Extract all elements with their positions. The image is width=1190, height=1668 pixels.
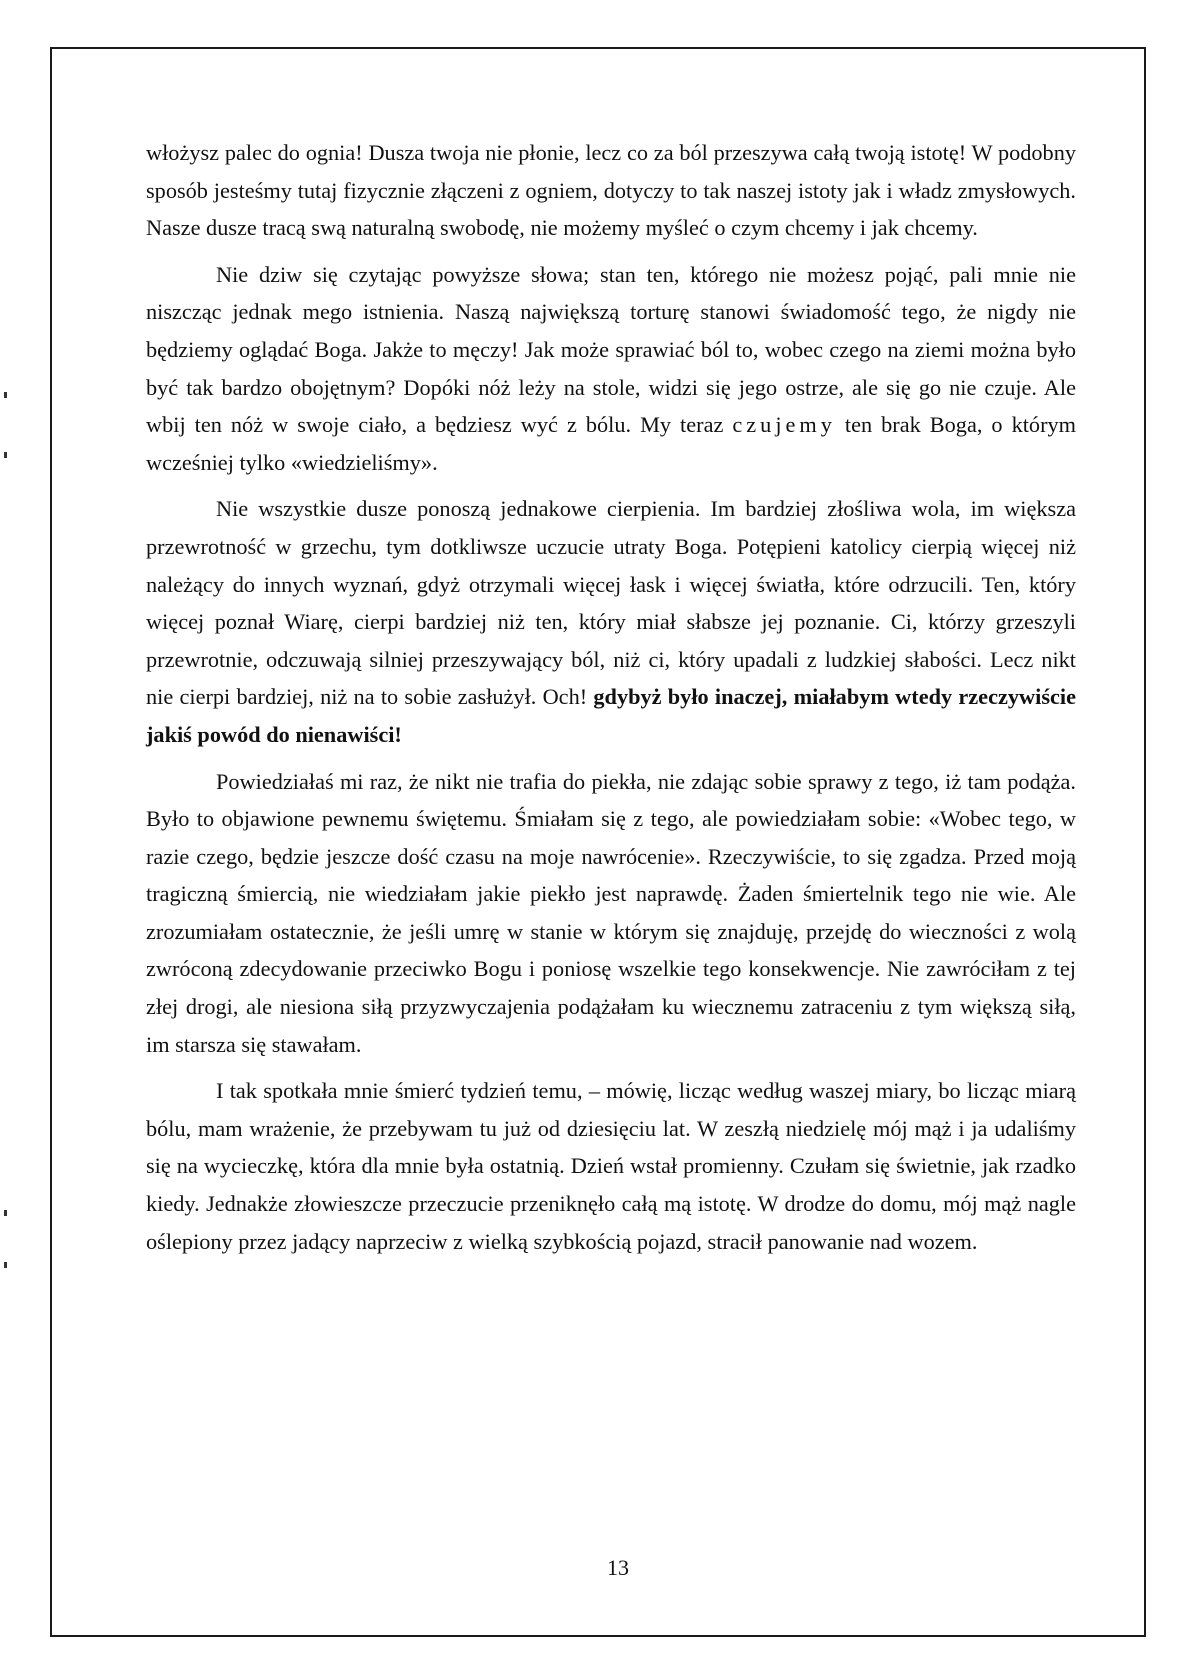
bold-text: gdybyż było inaczej, miałabym wtedy rzeczywiście jakiś powód do nienawiści! — [146, 684, 1076, 747]
paragraph — [146, 490, 1076, 753]
text-run: I tak spotkała mnie śmierć tydzień temu, – mówię, licząc według waszej miary, bo licząc miarą bólu, mam wrażenie, że przebywam tu już od dziesięciu lat. W zeszłą niedzielę mój mąż i ja udaliśmy się na wycieczkę, która dla mnie była ostatnią. Dzień wstał promienny. Czułam się świetnie, jak rzadko kiedy. Jednakże złowieszcze przeczucie przeniknęło całą mą istotę. W drodze do domu, mój mąż nagle oślepiony przez jadący naprzeciw z wielką szybkością pojazd, stracił panowanie nad wozem. — [146, 1078, 1076, 1254]
page-number: 13 — [607, 1555, 629, 1580]
paragraph — [146, 134, 1076, 247]
text-run: włożysz palec do ognia! Dusza twoja nie płonie, lecz co za ból przeszywa całą twoją istotę! W podobny sposób jesteśmy tutaj fizycznie złączeni z ogniem, dotyczy to tak naszej istoty jak i władz zmysłowych. Nasze dusze tracą swą naturalną swobodę, nie możemy myśleć o czym chcemy i jak chcemy. — [146, 140, 1076, 241]
paragraph — [146, 256, 1076, 482]
text-run: Nie dziw się czytając powyższe słowa; stan ten, którego nie możesz pojąć, pali mnie nie niszcząc jednak mego istnienia. Naszą największą torturę stanowi świadomość tego, że nigdy nie będziemy oglądać Boga. Jakże to męczy! Jak może sprawiać ból to, wobec czego na ziemi można było być tak bardzo obojętnym? Dopóki nóż leży na stole, widzi się jego ostrze, ale się go nie czuje. Ale wbij ten nóż w swoje ciało, a będziesz wyć z bólu. My teraz — [146, 261, 1076, 438]
text-run: Nie wszystkie dusze ponoszą jednakowe cierpienia. Im bardziej złośliwa wola, im większa przewrotność w grzechu, tym dotkliwsze uczucie utraty Boga. Potępieni katolicy cierpią więcej niż należący do innych wyznań, gdyż otrzymali więcej łask i więcej światła, które odrzucili. Ten, który więcej poznał Wiarę, cierpi bardziej niż ten, który miał słabsze jej poznanie. Ci, którzy grzeszyli przewrotnie, odczuwają silniej przeszywający ból, niż ci, który upadali z ludzkiej słabości. Lecz nikt nie cierpi bardziej, niż na to sobie zasłużył. Och! — [146, 496, 1076, 710]
text-run: ten brak Boga, o którym wcześniej tylko «wiedzieliśmy». — [146, 412, 1076, 475]
text-run: Powiedziałaś mi raz, że nikt nie trafia do piekła, nie zdając sobie sprawy z tego, iż tam podąża. Było to objawione pewnemu świętemu. Śmiałam się z tego, ale powiedziałam sobie: «Wobec tego, w razie czego, będzie jeszcze dość czasu na moje nawrócenie». Rzeczywiście, to się zgadza. Przed moją tragiczną śmiercią, nie wiedziałam jakie piekło jest naprawdę. Żaden śmiertelnik tego nie wie. Ale zrozumiałam ostatecznie, że jeśli umrę w stanie w którym się znajduję, przejdę do wieczności z wolą zwróconą zdecydowanie przeciwko Bogu i poniosę wszelkie tego konsekwencje. Nie zawróciłam z tej złej drogi, ale niesiona siłą przyzwyczajenia podążałam ku wiecznemu zatraceniu z tym większą siłą, im starsza się stawałam. — [146, 768, 1076, 1057]
paragraph — [146, 763, 1076, 1064]
scan-speck — [4, 1210, 7, 1216]
paragraph — [146, 1072, 1076, 1260]
emphasized-text: czujemy — [732, 412, 836, 438]
scan-speck — [4, 392, 7, 398]
document-body — [146, 134, 1076, 1269]
scan-speck — [4, 452, 7, 458]
scan-speck — [4, 1262, 7, 1268]
